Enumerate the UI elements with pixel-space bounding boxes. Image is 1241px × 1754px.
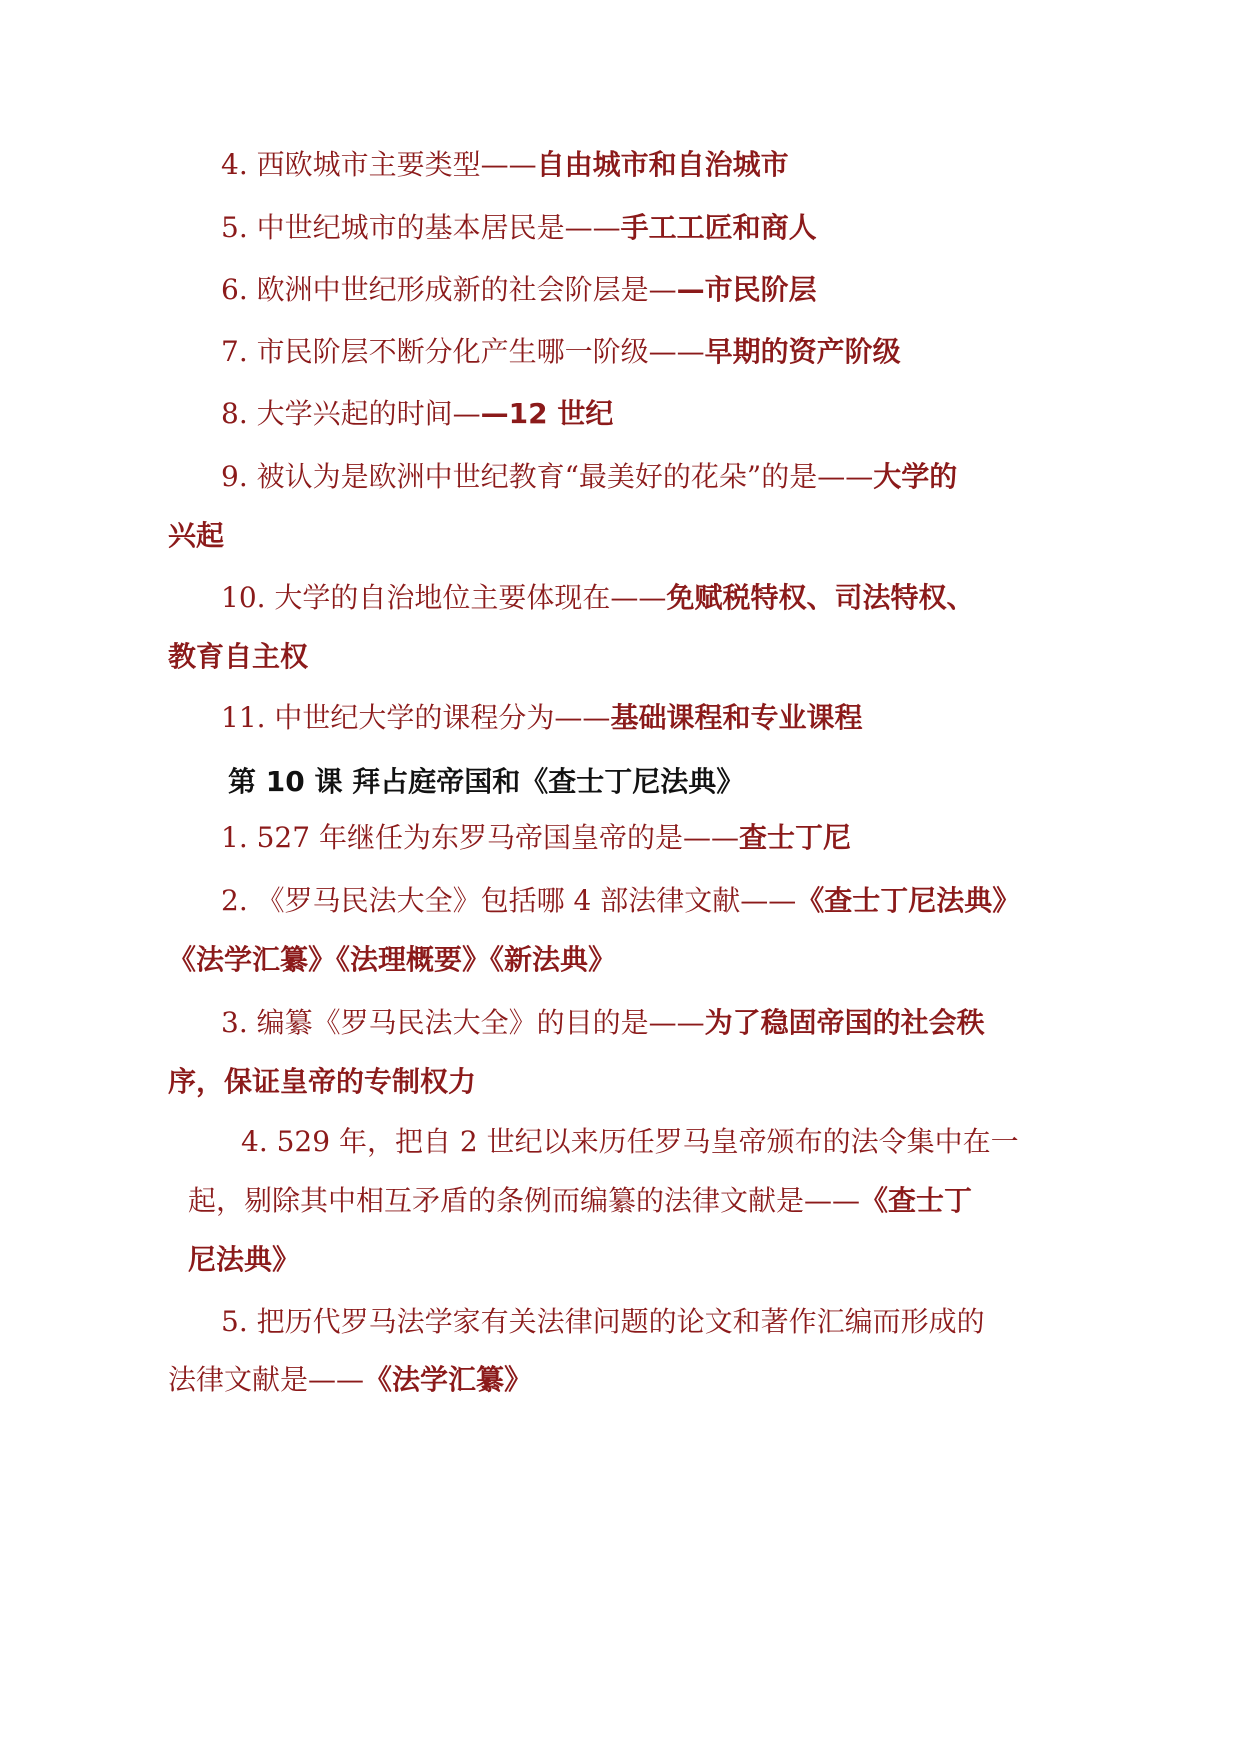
list-item	[221, 145, 789, 185]
answer-text: 教育自主权	[168, 640, 309, 673]
question-text: 4. 529 年，把自 2 世纪以来历任罗马皇帝颁布的法令集中在一	[241, 1125, 1019, 1158]
list-item	[221, 208, 817, 248]
question-text: 4. 西欧城市主要类型——	[221, 148, 537, 181]
answer-text: 早期的资产阶级	[704, 335, 901, 368]
question-text: 1. 527 年继任为东罗马帝国皇帝的是——	[221, 821, 739, 854]
list-item	[221, 698, 862, 738]
list-item	[221, 332, 901, 372]
question-text: 3. 编纂《罗马民法大全》的目的是——	[221, 1006, 705, 1039]
answer-text: 《法学汇纂》	[364, 1363, 533, 1396]
list-item	[221, 270, 817, 310]
list-item-continuation	[168, 516, 224, 556]
question-text: 8. 大学兴起的时间—	[221, 397, 481, 430]
list-item	[241, 1122, 1019, 1162]
list-item	[221, 578, 974, 618]
list-item	[221, 457, 957, 497]
list-item-continuation	[188, 1240, 300, 1280]
list-item	[221, 818, 851, 858]
answer-text: —12 世纪	[480, 397, 614, 430]
answer-text: 免赋税特权、司法特权、	[666, 581, 975, 614]
question-text: 11. 中世纪大学的课程分为——	[221, 701, 611, 734]
question-text: 2. 《罗马民法大全》包括哪 4 部法律文献——	[221, 884, 797, 917]
answer-text: 尼法典》	[188, 1243, 301, 1276]
list-item-continuation	[168, 1062, 476, 1102]
question-text: 7. 市民阶层不断分化产生哪一阶级——	[221, 335, 705, 368]
answer-text: 手工工匠和商人	[620, 211, 817, 244]
list-item-continuation	[168, 637, 308, 677]
list-item	[221, 881, 1020, 921]
answer-text: 查士丁尼	[738, 821, 851, 854]
list-item	[221, 1003, 985, 1043]
answer-text: 为了稳固帝国的社会秩	[704, 1006, 985, 1039]
answer-text: 《查士丁	[860, 1184, 973, 1217]
list-item-continuation	[188, 1181, 972, 1221]
answer-text: 基础课程和专业课程	[610, 701, 863, 734]
answer-text: 《法学汇纂》《法理概要》《新法典》	[168, 943, 617, 976]
answer-text: 《查士丁尼法典》	[796, 884, 1021, 917]
list-item	[221, 1302, 985, 1342]
question-text: 起，剔除其中相互矛盾的条例而编纂的法律文献是——	[188, 1184, 861, 1217]
question-text: 5. 把历代罗马法学家有关法律问题的论文和著作汇编而形成的	[221, 1305, 985, 1338]
answer-text: 自由城市和自治城市	[536, 148, 789, 181]
answer-text: —市民阶层	[676, 273, 817, 306]
answer-text: 大学的	[873, 460, 958, 493]
list-item-continuation	[168, 940, 616, 980]
answer-text: 序，保证皇帝的专制权力	[168, 1065, 477, 1098]
section-heading: 第 10 课 拜占庭帝国和《查士丁尼法典》	[228, 765, 745, 798]
question-text: 5. 中世纪城市的基本居民是——	[221, 211, 621, 244]
question-text: 9. 被认为是欧洲中世纪教育“最美好的花朵”的是——	[221, 460, 874, 493]
list-item-continuation	[168, 1360, 532, 1400]
question-text: 法律文献是——	[168, 1363, 365, 1396]
question-text: 6. 欧洲中世纪形成新的社会阶层是—	[221, 273, 677, 306]
question-text: 10. 大学的自治地位主要体现在——	[221, 581, 667, 614]
list-item	[221, 394, 613, 434]
answer-text: 兴起	[168, 519, 225, 552]
